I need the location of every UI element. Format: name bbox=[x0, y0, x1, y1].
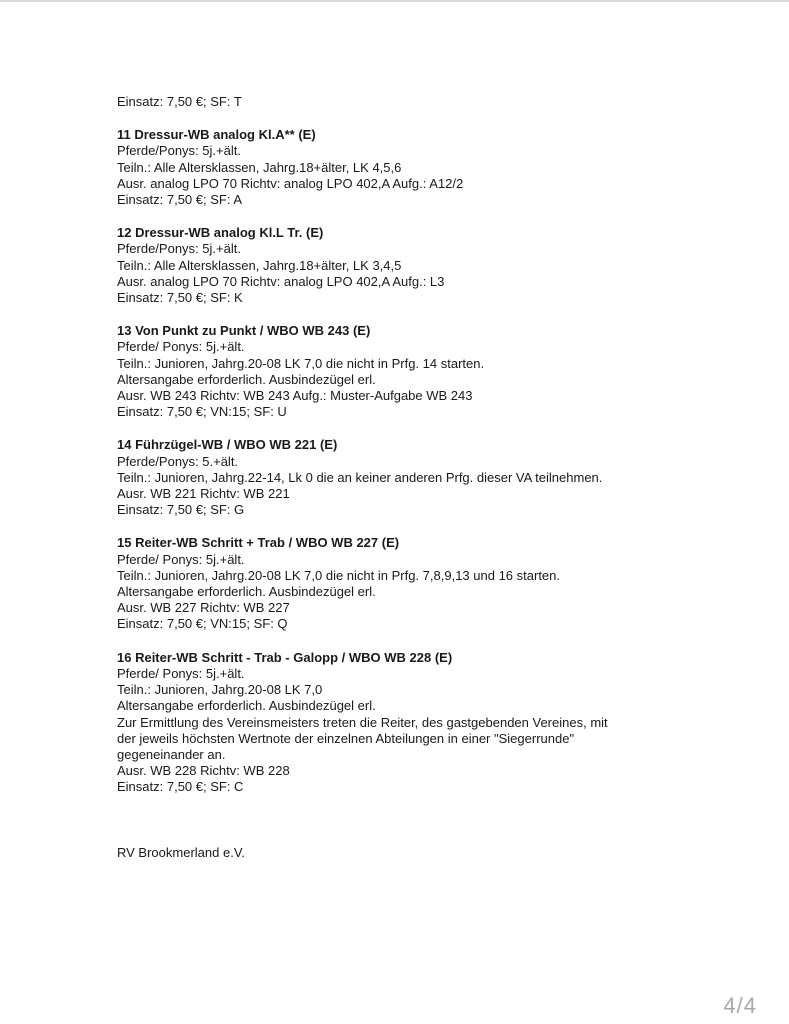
section-title: 15 Reiter-WB Schritt + Trab / WBO WB 227 (E) bbox=[117, 535, 400, 551]
section-14 bbox=[117, 437, 737, 518]
section-line: Teiln.: Junioren, Jahrg.20-08 LK 7,0 die nicht in Prfg. 14 starten. bbox=[117, 355, 485, 371]
section-line: Ausr. WB 221 Richtv: WB 221 bbox=[117, 486, 290, 502]
section-line: Ausr. WB 243 Richtv: WB 243 Aufg.: Muster-Aufgabe WB 243 bbox=[117, 388, 473, 404]
section-12 bbox=[117, 225, 737, 306]
section-line: Pferde/ Ponys: 5j.+ält. bbox=[117, 339, 245, 355]
section-line: Ausr. WB 228 Richtv: WB 228 bbox=[117, 763, 290, 779]
section-15 bbox=[117, 535, 737, 632]
section-line: Einsatz: 7,50 €; VN:15; SF: Q bbox=[117, 616, 288, 632]
section-line: Pferde/Ponys: 5j.+ält. bbox=[117, 241, 241, 257]
document-page bbox=[117, 94, 737, 813]
section-line: der jeweils höchsten Wertnote der einzelnen Abteilungen in einer "Siegerrunde" bbox=[117, 730, 575, 746]
section-line: Ausr. analog LPO 70 Richtv: analog LPO 402,A Aufg.: A12/2 bbox=[117, 175, 464, 191]
document-footer: RV Brookmerland e.V. bbox=[117, 845, 245, 860]
section-title: 16 Reiter-WB Schritt - Trab - Galopp / WBO WB 228 (E) bbox=[117, 649, 453, 665]
section-line: Ausr. analog LPO 70 Richtv: analog LPO 402,A Aufg.: L3 bbox=[117, 273, 445, 289]
section-16 bbox=[117, 650, 737, 796]
section-line: Altersangabe erforderlich. Ausbindezügel erl. bbox=[117, 698, 376, 714]
section-line: Altersangabe erforderlich. Ausbindezügel erl. bbox=[117, 584, 376, 600]
section-line: Teiln.: Alle Altersklassen, Jahrg.18+älter, LK 3,4,5 bbox=[117, 257, 402, 273]
section-line: Ausr. WB 227 Richtv: WB 227 bbox=[117, 600, 290, 616]
lead-line: Einsatz: 7,50 €; SF: T bbox=[117, 94, 242, 109]
section-title: 14 Führzügel-WB / WBO WB 221 (E) bbox=[117, 437, 338, 453]
section-line: gegeneinander an. bbox=[117, 746, 226, 762]
section-line: Einsatz: 7,50 €; SF: K bbox=[117, 290, 243, 306]
section-line: Altersangabe erforderlich. Ausbindezügel erl. bbox=[117, 371, 376, 387]
section-title: 11 Dressur-WB analog Kl.A** (E) bbox=[117, 127, 316, 143]
section-line: Teiln.: Alle Altersklassen, Jahrg.18+älter, LK 4,5,6 bbox=[117, 159, 402, 175]
section-line: Einsatz: 7,50 €; SF: G bbox=[117, 502, 245, 518]
section-title: 12 Dressur-WB analog Kl.L Tr. (E) bbox=[117, 225, 324, 241]
section-line: Zur Ermittlung des Vereinsmeisters treten die Reiter, des gastgebenden Vereines, mit bbox=[117, 714, 608, 730]
top-divider bbox=[0, 0, 789, 2]
section-line: Teiln.: Junioren, Jahrg.20-08 LK 7,0 bbox=[117, 682, 323, 698]
section-line: Pferde/Ponys: 5.+ält. bbox=[117, 453, 239, 469]
section-13 bbox=[117, 323, 737, 420]
page-indicator: 4/4 bbox=[723, 993, 757, 1018]
section-11 bbox=[117, 127, 737, 208]
section-line: Pferde/Ponys: 5j.+ält. bbox=[117, 143, 241, 159]
section-line: Pferde/ Ponys: 5j.+ält. bbox=[117, 551, 245, 567]
section-line: Einsatz: 7,50 €; VN:15; SF: U bbox=[117, 404, 287, 420]
section-line: Einsatz: 7,50 €; SF: A bbox=[117, 192, 243, 208]
section-line: Teiln.: Junioren, Jahrg.20-08 LK 7,0 die nicht in Prfg. 7,8,9,13 und 16 starten. bbox=[117, 567, 561, 583]
section-line: Einsatz: 7,50 €; SF: C bbox=[117, 779, 244, 795]
section-line: Pferde/ Ponys: 5j.+ält. bbox=[117, 665, 245, 681]
section-title: 13 Von Punkt zu Punkt / WBO WB 243 (E) bbox=[117, 323, 371, 339]
section-line: Teiln.: Junioren, Jahrg.22-14, Lk 0 die an keiner anderen Prfg. dieser VA teilnehmen. bbox=[117, 469, 603, 485]
